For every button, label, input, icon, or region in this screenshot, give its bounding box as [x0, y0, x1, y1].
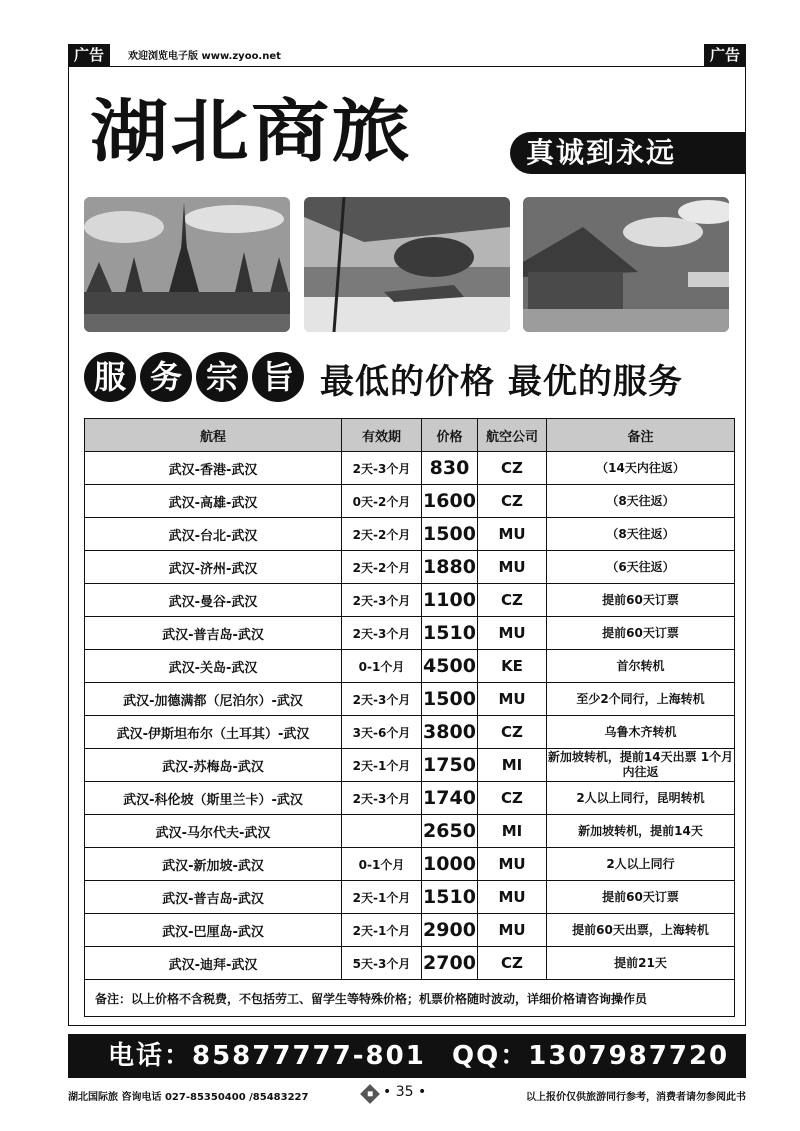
- airline-cell: MU: [478, 914, 547, 947]
- contact-bar: [68, 1034, 746, 1078]
- remark-cell: 新加坡转机，提前14天出票 1个月内往返: [547, 749, 735, 782]
- table-row: [85, 782, 735, 815]
- table-note: 备注：以上价格不含税费，不包括劳工、留学生等特殊价格；机票价格随时波动，详细价格请咨询操作员: [85, 980, 735, 1017]
- table-row: [85, 749, 735, 782]
- validity-cell: 0-1个月: [342, 848, 422, 881]
- airline-cell: CZ: [478, 485, 547, 518]
- beach-photo: [304, 197, 510, 332]
- price-cell: 2900: [422, 914, 478, 947]
- validity-cell: 2天-3个月: [342, 617, 422, 650]
- route-cell: 武汉-马尔代夫-武汉: [85, 815, 342, 848]
- table-row: [85, 947, 735, 980]
- table-row: [85, 485, 735, 518]
- remark-cell: 乌鲁木齐转机: [547, 716, 735, 749]
- route-cell: 武汉-济州-武汉: [85, 551, 342, 584]
- price-cell: 1510: [422, 881, 478, 914]
- table-row: [85, 584, 735, 617]
- price-cell: 1100: [422, 584, 478, 617]
- price-cell: 2650: [422, 815, 478, 848]
- brand-slogan: 真诚到永远: [510, 132, 746, 174]
- airline-cell: MU: [478, 881, 547, 914]
- ad-tag-right: 广告: [704, 44, 746, 66]
- airline-cell: CZ: [478, 716, 547, 749]
- contact-qq: QQ：1307987720: [452, 1041, 730, 1071]
- temple-photo: [84, 197, 290, 332]
- validity-cell: 2天-1个月: [342, 881, 422, 914]
- page-number-text: • 35 •: [383, 1084, 427, 1100]
- route-cell: 武汉-迪拜-武汉: [85, 947, 342, 980]
- remark-cell: 提前60天出票，上海转机: [547, 914, 735, 947]
- table-row: [85, 452, 735, 485]
- brand-title: 湖北商旅: [90, 93, 413, 172]
- remark-cell: 至少2个同行，上海转机: [547, 683, 735, 716]
- remark-cell: （8天往返）: [547, 518, 735, 551]
- airline-cell: CZ: [478, 584, 547, 617]
- validity-cell: 2天-3个月: [342, 683, 422, 716]
- header-price: 价格: [422, 419, 478, 452]
- airline-cell: CZ: [478, 452, 547, 485]
- route-cell: 武汉-高雄-武汉: [85, 485, 342, 518]
- airline-cell: CZ: [478, 782, 547, 815]
- contact-phone: 电话：85877777-801: [108, 1041, 426, 1071]
- table-note-row: [85, 980, 735, 1017]
- route-cell: 武汉-新加坡-武汉: [85, 848, 342, 881]
- route-cell: 武汉-曼谷-武汉: [85, 584, 342, 617]
- price-cell: 1500: [422, 683, 478, 716]
- route-cell: 武汉-巴厘岛-武汉: [85, 914, 342, 947]
- remark-cell: 2人以上同行: [547, 848, 735, 881]
- airline-cell: MI: [478, 815, 547, 848]
- validity-cell: 5天-3个月: [342, 947, 422, 980]
- airline-cell: MU: [478, 551, 547, 584]
- header-route: 航程: [85, 419, 342, 452]
- route-cell: 武汉-科伦坡（斯里兰卡）-武汉: [85, 782, 342, 815]
- route-cell: 武汉-苏梅岛-武汉: [85, 749, 342, 782]
- table-row: [85, 815, 735, 848]
- route-cell: 武汉-普吉岛-武汉: [85, 881, 342, 914]
- validity-cell: 2天-3个月: [342, 452, 422, 485]
- price-cell: 1500: [422, 518, 478, 551]
- table-row: [85, 914, 735, 947]
- route-cell: 武汉-加德满都（尼泊尔）-武汉: [85, 683, 342, 716]
- validity-cell: 2天-1个月: [342, 749, 422, 782]
- price-cell: 4500: [422, 650, 478, 683]
- airline-cell: KE: [478, 650, 547, 683]
- validity-cell: 2天-3个月: [342, 584, 422, 617]
- route-cell: 武汉-香港-武汉: [85, 452, 342, 485]
- price-cell: 1880: [422, 551, 478, 584]
- footer-right: 以上报价仅供旅游同行参考，消费者请勿参阅此书: [526, 1092, 746, 1103]
- footer-left: 湖北国际旅 咨询电话 027-85350400 /85483227: [68, 1092, 309, 1103]
- remark-cell: 首尔转机: [547, 650, 735, 683]
- airline-cell: MU: [478, 617, 547, 650]
- table-row: [85, 683, 735, 716]
- motto-badge-3: 宗: [196, 352, 248, 402]
- remark-cell: 提前21天: [547, 947, 735, 980]
- remark-cell: 提前60天订票: [547, 617, 735, 650]
- validity-cell: 3天-6个月: [342, 716, 422, 749]
- airline-cell: MU: [478, 683, 547, 716]
- footer: [68, 1084, 746, 1104]
- table-row: [85, 881, 735, 914]
- motto-badge-1: 服: [84, 352, 136, 402]
- ad-tag-left: 广告: [68, 44, 110, 66]
- table-row: [85, 848, 735, 881]
- remark-cell: 新加坡转机，提前14天: [547, 815, 735, 848]
- validity-cell: 2天-2个月: [342, 518, 422, 551]
- table-body: [85, 452, 735, 980]
- remark-cell: 提前60天订票: [547, 881, 735, 914]
- route-cell: 武汉-关岛-武汉: [85, 650, 342, 683]
- airline-cell: MI: [478, 749, 547, 782]
- motto-badge-2: 务: [140, 352, 192, 402]
- remark-cell: （14天内往返）: [547, 452, 735, 485]
- validity-cell: 0-1个月: [342, 650, 422, 683]
- validity-cell: 2天-2个月: [342, 551, 422, 584]
- table-row: [85, 518, 735, 551]
- header-remark: 备注: [547, 419, 735, 452]
- price-cell: 1600: [422, 485, 478, 518]
- table-row: [85, 617, 735, 650]
- table-row: [85, 716, 735, 749]
- validity-cell: 0天-2个月: [342, 485, 422, 518]
- hut-photo: [523, 197, 729, 332]
- route-cell: 武汉-普吉岛-武汉: [85, 617, 342, 650]
- page-number: [363, 1084, 426, 1101]
- remark-cell: 2人以上同行，昆明转机: [547, 782, 735, 815]
- remark-cell: （6天往返）: [547, 551, 735, 584]
- price-cell: 1750: [422, 749, 478, 782]
- airline-cell: CZ: [478, 947, 547, 980]
- welcome-text: 欢迎浏览电子版 www.zyoo.net: [128, 51, 281, 62]
- airline-cell: MU: [478, 518, 547, 551]
- header-validity: 有效期: [342, 419, 422, 452]
- price-cell: 2700: [422, 947, 478, 980]
- airline-cell: MU: [478, 848, 547, 881]
- price-cell: 830: [422, 452, 478, 485]
- motto-text: 最低的价格 最优的服务: [320, 362, 683, 402]
- price-cell: 1740: [422, 782, 478, 815]
- validity-cell: 2天-1个月: [342, 914, 422, 947]
- price-cell: 1000: [422, 848, 478, 881]
- logo-icon: ◆: [360, 1084, 380, 1104]
- table-row: [85, 551, 735, 584]
- table-row: [85, 650, 735, 683]
- validity-cell: [342, 815, 422, 848]
- route-cell: 武汉-伊斯坦布尔（土耳其）-武汉: [85, 716, 342, 749]
- price-cell: 3800: [422, 716, 478, 749]
- remark-cell: （8天往返）: [547, 485, 735, 518]
- motto-row: [84, 350, 744, 404]
- motto-badge-4: 旨: [252, 352, 304, 402]
- top-strip: [68, 44, 746, 66]
- header-airline: 航空公司: [478, 419, 547, 452]
- price-cell: 1510: [422, 617, 478, 650]
- price-table: [84, 418, 735, 1017]
- remark-cell: 提前60天订票: [547, 584, 735, 617]
- table-header-row: [85, 419, 735, 452]
- validity-cell: 2天-3个月: [342, 782, 422, 815]
- route-cell: 武汉-台北-武汉: [85, 518, 342, 551]
